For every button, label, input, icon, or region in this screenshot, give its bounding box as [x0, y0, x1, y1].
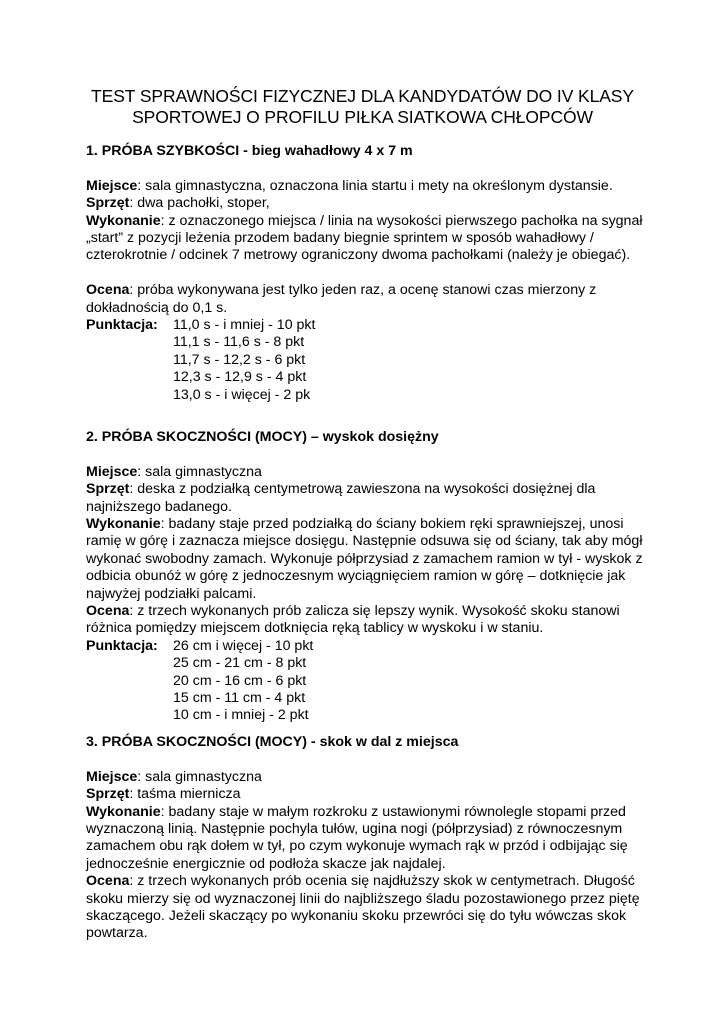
scoring-label: Punktacja:	[86, 637, 158, 654]
execution-text: : badany staje przed podziałką do ściany bokiem ręki sprawniejszej, unosi ramię w górę i zaznacza miejsce dosięgu. Następnie odsuwa się od ściany, tak aby mógł wykonać swobodny zamach. Wykonuje półprzysiad z zamachem ramion w tył - wyskok z odbicia obunóż w górę z jednoczesnym wyciągnięciem ramion w górę – dotknięcie jak najwyżej podziałki palcami.	[86, 516, 643, 602]
equipment-text: : dwa pachołki, stoper,	[129, 195, 270, 212]
place-paragraph	[86, 769, 656, 786]
score-item: 15 cm - 11 cm - 4 pkt	[173, 690, 306, 707]
score-item: 12,3 s - 12,9 s - 4 pkt	[173, 369, 307, 386]
execution-text: : badany staje w małym rozkroku z ustawionymi równolegle stopami przed wyznaczoną linią. Następnie pochyla tułów, ugina nogi (półprzysiad) z równoczesnym zamachem obu rąk dołem w tył, po czym wykonuje wymach rąk w przód i odbijając się jednocześnie energicznie od podłoża skacze jak najdalej.	[86, 803, 628, 872]
title-line-1: TEST SPRAWNOŚCI FIZYCZNEJ DLA KANDYDATÓW DO IV KLASY	[91, 86, 634, 106]
assessment-text: : z trzech wykonanych prób ocenia się najdłuższy skok w centymetrach. Długość skoku mierzy się od wyznaczonej linii do najbliższego śladu pozostawionego przez piętę skaczącego. Jeżeli skaczący po wykonaniu skoku przewróci się do tyłu wówczas skok powtarza.	[86, 873, 640, 942]
score-item: 11,0 s - i mniej - 10 pkt	[173, 317, 316, 334]
place-text: : sala gimnastyczna	[137, 463, 262, 480]
assessment-label: Ocena	[86, 873, 130, 890]
scoring-list	[173, 638, 313, 725]
assessment-label: Ocena	[86, 282, 130, 299]
section-standing-long-jump-test	[86, 734, 656, 943]
execution-paragraph	[86, 213, 656, 265]
assessment-paragraph	[86, 873, 656, 943]
execution-paragraph	[86, 804, 656, 874]
execution-paragraph	[86, 516, 656, 603]
document-title	[60, 86, 665, 128]
execution-text: : z oznaczonego miejsca / linia na wysokości pierwszego pachołka na sygnał „start” z pozycji leżenia przodem badany biegnie sprintem w sposób wahadłowy / czterokrotnie / odcinek 7 metrowy ograniczony dwoma pachołkami (należy je obiegać).	[86, 212, 643, 264]
score-item: 20 cm - 16 cm - 6 pkt	[173, 672, 307, 689]
place-paragraph	[86, 464, 656, 481]
scoring-list	[173, 317, 315, 404]
place-paragraph	[86, 178, 656, 195]
section-speed-test	[86, 143, 656, 404]
score-item: 25 cm - 21 cm - 8 pkt	[173, 655, 307, 672]
title-line-2: SPORTOWEJ O PROFILU PIŁKA SIATKOWA CHŁOPCÓW	[132, 107, 593, 127]
equipment-label: Sprzęt	[86, 481, 130, 498]
place-text: : sala gimnastyczna, oznaczona linia startu i mety na określonym dystansie.	[137, 177, 613, 194]
assessment-text: : z trzech wykonanych prób zalicza się lepszy wynik. Wysokość skoku stanowi różnica pomiędzy miejscem dotknięcia ręką tablicy w wyskoku i w staniu.	[86, 603, 620, 637]
scoring-block	[86, 317, 656, 404]
place-label: Miejsce	[86, 463, 138, 480]
score-item: 11,1 s - 11,6 s - 8 pkt	[173, 334, 305, 351]
equipment-paragraph	[86, 481, 656, 516]
execution-label: Wykonanie	[86, 803, 161, 820]
score-item: 10 cm - i mniej - 2 pkt	[173, 707, 309, 724]
section-heading: 3. PRÓBA SKOCZNOŚCI (MOCY) - skok w dal z miejsca	[86, 734, 459, 750]
equipment-text: : taśma miernicza	[129, 786, 241, 803]
section-heading: 1. PRÓBA SZYBKOŚCI - bieg wahadłowy 4 x 7 m	[86, 143, 413, 159]
place-label: Miejsce	[86, 768, 138, 785]
assessment-text: : próba wykonywana jest tylko jeden raz, a ocenę stanowi czas mierzony z dokładnością do 0,1 s.	[86, 282, 597, 316]
score-item: 13,0 s - i więcej - 2 pk	[173, 386, 311, 403]
assessment-paragraph	[86, 603, 656, 638]
assessment-paragraph	[86, 282, 656, 317]
execution-label: Wykonanie	[86, 516, 161, 533]
assessment-label: Ocena	[86, 603, 130, 620]
score-item: 11,7 s - 12,2 s - 6 pkt	[173, 351, 306, 368]
section-vertical-jump-test	[86, 429, 656, 725]
section-heading: 2. PRÓBA SKOCZNOŚCI (MOCY) – wyskok dosiężny	[86, 429, 439, 445]
scoring-block	[86, 638, 656, 725]
execution-label: Wykonanie	[86, 212, 161, 229]
equipment-paragraph	[86, 195, 656, 212]
equipment-label: Sprzęt	[86, 786, 130, 803]
score-item: 26 cm i więcej - 10 pkt	[173, 637, 314, 654]
scoring-label: Punktacja:	[86, 317, 158, 334]
place-label: Miejsce	[86, 177, 138, 194]
place-text: : sala gimnastyczna	[137, 768, 262, 785]
equipment-text: : deska z podziałką centymetrową zawieszona na wysokości dosiężnej dla najniższego badanego.	[86, 481, 596, 515]
equipment-label: Sprzęt	[86, 195, 130, 212]
equipment-paragraph	[86, 786, 656, 803]
